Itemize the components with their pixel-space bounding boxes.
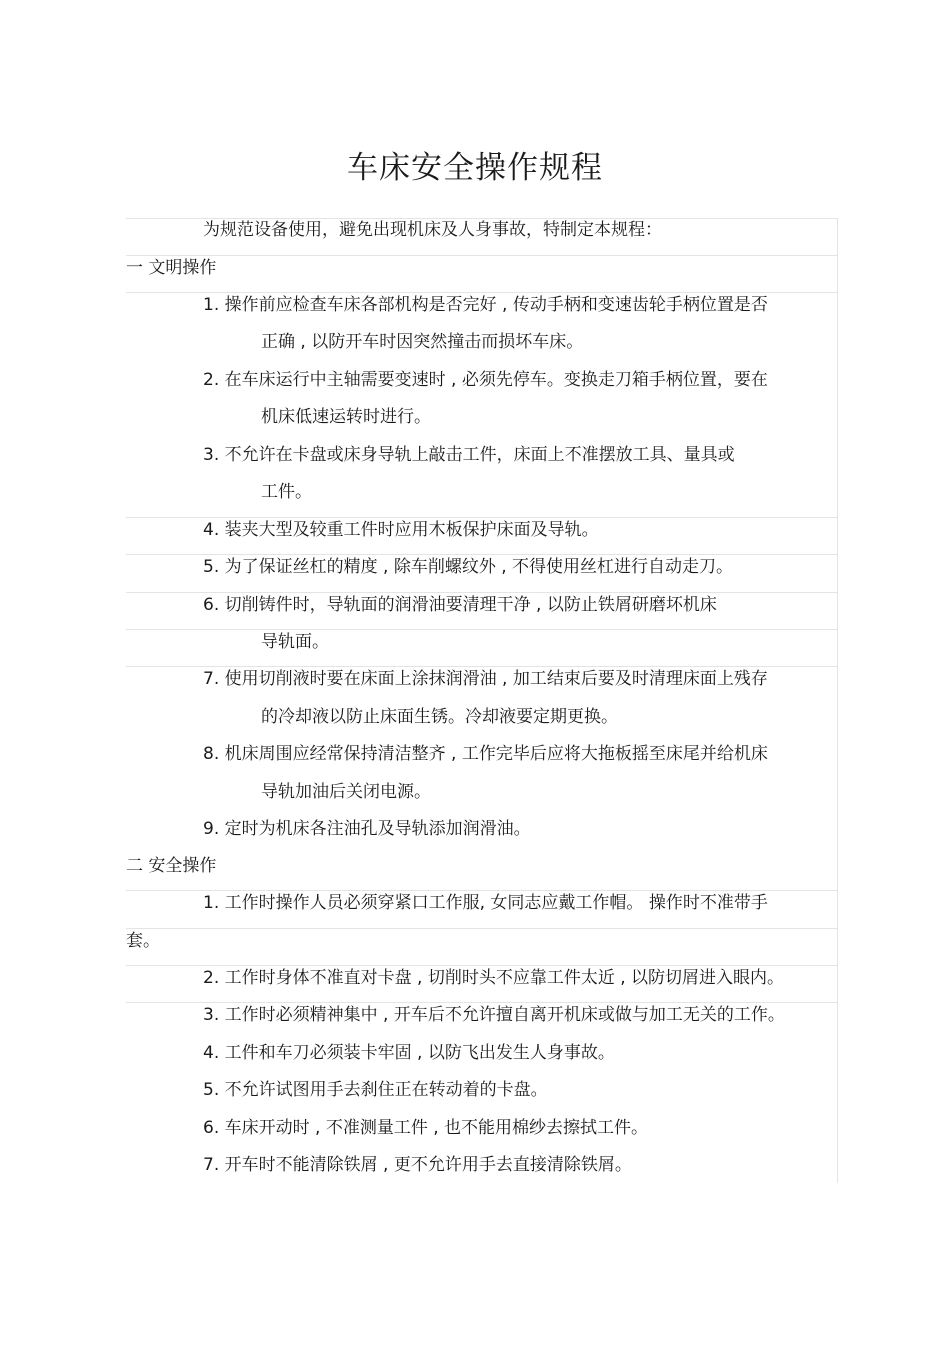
document-title: 车床安全操作规程 — [347, 150, 603, 186]
row-rule — [126, 554, 838, 555]
list-item: 5. 为了保证丝杠的精度 , 除车削螺纹外 , 不得使用丝杠进行自动走刀。 — [203, 557, 734, 577]
list-item-continuation: 机床低速运转时进行。 — [261, 407, 431, 427]
list-item: 6. 车床开动时 , 不准测量工件 , 也不能用棉纱去擦拭工件。 — [203, 1118, 649, 1138]
row-rule — [126, 1002, 838, 1003]
list-item-continuation: 工件。 — [261, 482, 312, 502]
list-item-continuation: 的冷却液以防止床面生锈。冷却液要定期更换。 — [261, 707, 618, 727]
row-rule — [126, 928, 838, 929]
row-rule — [126, 592, 838, 593]
list-item: 7. 开车时不能清除铁屑 , 更不允许用手去直接清除铁屑。 — [203, 1155, 632, 1175]
column-rule — [837, 218, 838, 1183]
list-item: 9. 定时为机床各注油孔及导轨添加润滑油。 — [203, 819, 531, 839]
section-heading: 二 安全操作 — [126, 856, 217, 876]
section-heading: 一 文明操作 — [126, 258, 217, 278]
row-rule — [126, 965, 838, 966]
row-rule — [126, 517, 838, 518]
row-rule — [126, 666, 838, 667]
list-item-continuation: 导轨加油后关闭电源。 — [261, 782, 431, 802]
row-rule — [126, 629, 838, 630]
list-item-continuation: 套。 — [126, 931, 160, 951]
list-item: 3. 不允许在卡盘或床身导轨上敲击工件，床面上不准摆放工具、量具或 — [203, 445, 735, 465]
row-rule — [126, 255, 838, 256]
list-item: 5. 不允许试图用手去刹住正在转动着的卡盘。 — [203, 1080, 548, 1100]
list-item: 2. 工作时身体不准直对卡盘 , 切削时头不应靠工件太近 , 以防切屑进入眼内。 — [203, 968, 785, 988]
list-item: 3. 工作时必须精神集中 , 开车后不允许擅自离开机床或做与加工无关的工作。 — [203, 1005, 785, 1025]
list-item-continuation: 导轨面。 — [261, 632, 329, 652]
list-item: 4. 工件和车刀必须装卡牢固 , 以防飞出发生人身事故。 — [203, 1043, 615, 1063]
list-item: 2. 在车床运行中主轴需要变速时 , 必须先停车。变换走刀箱手柄位置，要在 — [203, 370, 768, 390]
list-item: 6. 切削铸件时，导轨面的润滑油要清理干净 , 以防止铁屑研磨坏机床 — [203, 595, 717, 615]
list-item: 8. 机床周围应经常保持清洁整齐 , 工作完毕后应将大拖板摇至床尾并给机床 — [203, 744, 768, 764]
list-item: 4. 装夹大型及较重工件时应用木板保护床面及导轨。 — [203, 520, 599, 540]
list-item: 7. 使用切削液时要在床面上涂抹润滑油 , 加工结束后要及时清理床面上残存 — [203, 669, 768, 689]
intro-paragraph: 为规范设备使用，避免出现机床及人身事故，特制定本规程： — [203, 220, 662, 240]
list-item: 1. 操作前应检查车床各部机构是否完好 , 传动手柄和变速齿轮手柄位置是否 — [203, 295, 768, 315]
row-rule — [126, 292, 838, 293]
row-rule — [126, 890, 838, 891]
list-item-continuation: 正确 , 以防开车时因突然撞击而损坏车床。 — [261, 332, 584, 352]
list-item: 1. 工作时操作人员必须穿紧口工作服, 女同志应戴工作帽。 操作时不准带手 — [203, 893, 768, 913]
